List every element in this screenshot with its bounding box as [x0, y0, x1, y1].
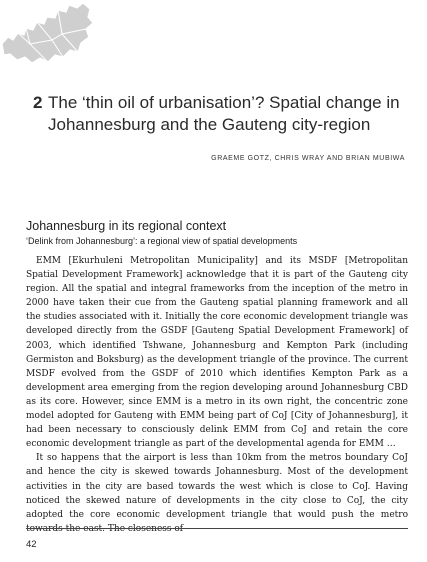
page-number: 42 — [26, 539, 37, 550]
body-text — [26, 254, 408, 536]
chapter-authors: GRAEME GOTZ, CHRIS WRAY AND BRIAN MUBIWA — [211, 155, 405, 162]
chapter-heading — [33, 92, 413, 136]
body-paragraph-2: It so happens that the airport is less than 10km from the metros boundary CoJ and hence the city is skewed towards Johannesburg. Most of the development activities in the city are based towards the west which is close to CoJ. Having noticed the skewed nature of developments in the city close to CoJ, the city adopted the core economic development triangle that would push the metro towards the east. The closeness of — [26, 453, 408, 534]
gauteng-map-graphic — [0, 0, 95, 68]
body-paragraph-1: EMM [Ekurhuleni Metropolitan Municipality] and its MSDF [Metropolitan Spatial Development Framework] acknowledge that it is part of the Gauteng city region. All the spatial and integral frameworks from the inception of the metro in 2000 have taken their cue from the Gauteng spatial planning framework and all the studies associated with it. Initially the core economic development triangle was developed directly from the GSDF [Gauteng Spatial Development Framework] of 2003, which identified Tshwane, Johannesburg and Kempton Park (including Germiston and Boksburg) as the development triangle of the province. The current MSDF evolved from the GSDF of 2010 which identifies Kempton Park as a development area emerging from the region developing around Johannesburg CBD as its core. However, since EMM is a metro in its own right, the concentric zone model adopted for Gauteng with EMM being part of CoJ [City of Johannesburg], it had been necessary to consciously delink EMM from CoJ and retain the core economic development triangle as part of the developmental agenda for EMM … — [26, 256, 408, 450]
chapter-number: 2 — [33, 93, 43, 112]
chapter-title: The ‘thin oil of urbanisation’? Spatial change in Johannesburg and the Gauteng city-region — [48, 93, 400, 134]
footer-rule — [26, 528, 408, 529]
map-region-shape — [2, 3, 93, 63]
section-heading: Johannesburg in its regional context — [26, 219, 227, 233]
section-subheading: ‘Delink from Johannesburg’: a regional view of spatial developments — [26, 236, 298, 246]
